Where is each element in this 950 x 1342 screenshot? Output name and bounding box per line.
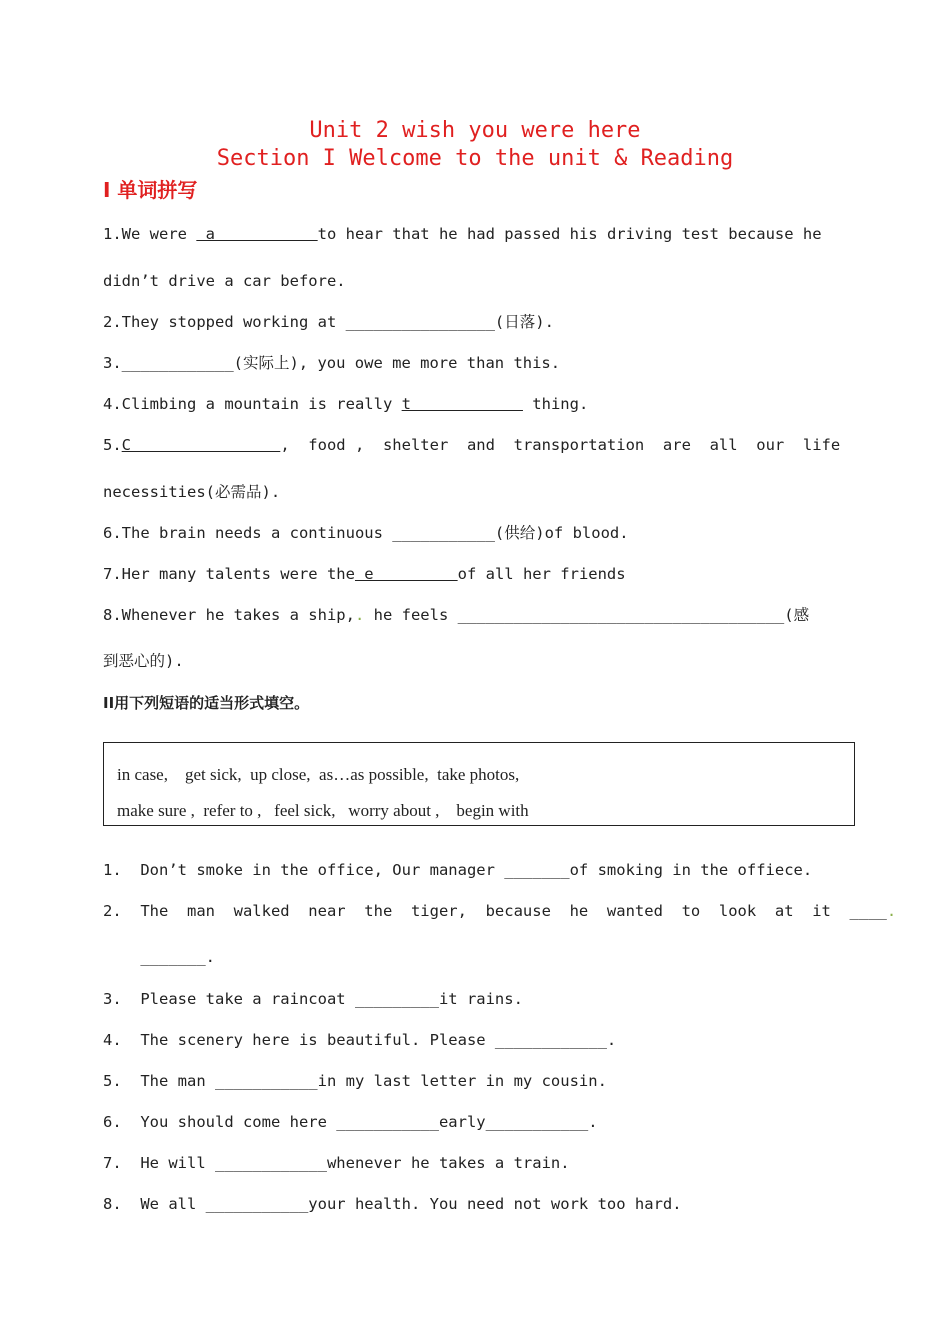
question-8 [103, 605, 848, 625]
part2-question-6: 6. You should come here ___________early___________. [103, 1113, 598, 1131]
part2-question-2-cont: _______. [103, 948, 215, 966]
question-5 [103, 435, 848, 455]
q4-text-a: 4.Climbing a mountain is really [103, 395, 402, 413]
q5-text-b: , food , shelter and transportation are all our life [280, 436, 841, 454]
q7-text-b: of all her friends [457, 565, 626, 583]
p2q2-mark: . [886, 902, 897, 920]
part2-question-7: 7. He will ____________whenever he takes a train. [103, 1154, 570, 1172]
part2-question-3: 3. Please take a raincoat _________it rains. [103, 990, 523, 1008]
question-7 [103, 564, 848, 584]
question-6: 6.The brain needs a continuous ___________(供给)of blood. [103, 524, 629, 542]
q5-blank[interactable]: C [121, 436, 281, 454]
part2-question-2 [103, 901, 897, 921]
question-3: 3.____________(实际上), you owe me more than this. [103, 354, 561, 372]
question-4 [103, 394, 848, 414]
title-section: Section I Welcome to the unit & Reading [216, 146, 734, 171]
question-1 [103, 224, 848, 244]
q8-text-a: 8.Whenever he takes a ship, [103, 606, 355, 624]
q7-text-a: 7.Her many talents were the [103, 565, 355, 583]
phrase-row-1: in case, get sick, up close, as…as possible, take photos, [117, 765, 520, 784]
question-2: 2.They stopped working at ________________(日落). [103, 313, 554, 331]
q8-text-b: he feels ___________________________________(感 [364, 606, 810, 624]
section2-heading: II用下列短语的适当形式填空。 [103, 694, 310, 712]
part2-question-4: 4. The scenery here is beautiful. Please ____________. [103, 1031, 617, 1049]
phrase-row-2: make sure , refer to , feel sick, worry about , begin with [117, 801, 529, 820]
p2q2-text: 2. The man walked near the tiger, because he wanted to look at it ____ [103, 902, 887, 920]
q4-text-b: thing. [522, 395, 589, 413]
q5-text-a: 5. [103, 436, 122, 454]
part2-question-1: 1. Don’t smoke in the office, Our manager _______of smoking in the offiece. [103, 861, 813, 879]
part2-question-5: 5. The man ___________in my last letter in my cousin. [103, 1072, 607, 1090]
q1-text-a: 1.We were [103, 225, 197, 243]
q7-blank[interactable]: e [354, 565, 458, 583]
q1-text-b: to hear that he had passed his driving test because he [317, 225, 822, 243]
question-5-cont: necessities(必需品). [103, 483, 281, 501]
q8-mark: . [354, 606, 365, 624]
section1-heading: I 单词拼写 [103, 178, 198, 202]
phrase-box [103, 742, 855, 826]
question-1-cont: didn’t drive a car before. [103, 272, 346, 290]
title-unit: Unit 2 wish you were here [309, 118, 641, 143]
part2-question-8: 8. We all ___________your health. You need not work too hard. [103, 1195, 682, 1213]
q1-blank[interactable]: a [196, 225, 318, 243]
question-8-cont: 到恶心的). [103, 652, 184, 670]
q4-blank[interactable]: t [401, 395, 523, 413]
